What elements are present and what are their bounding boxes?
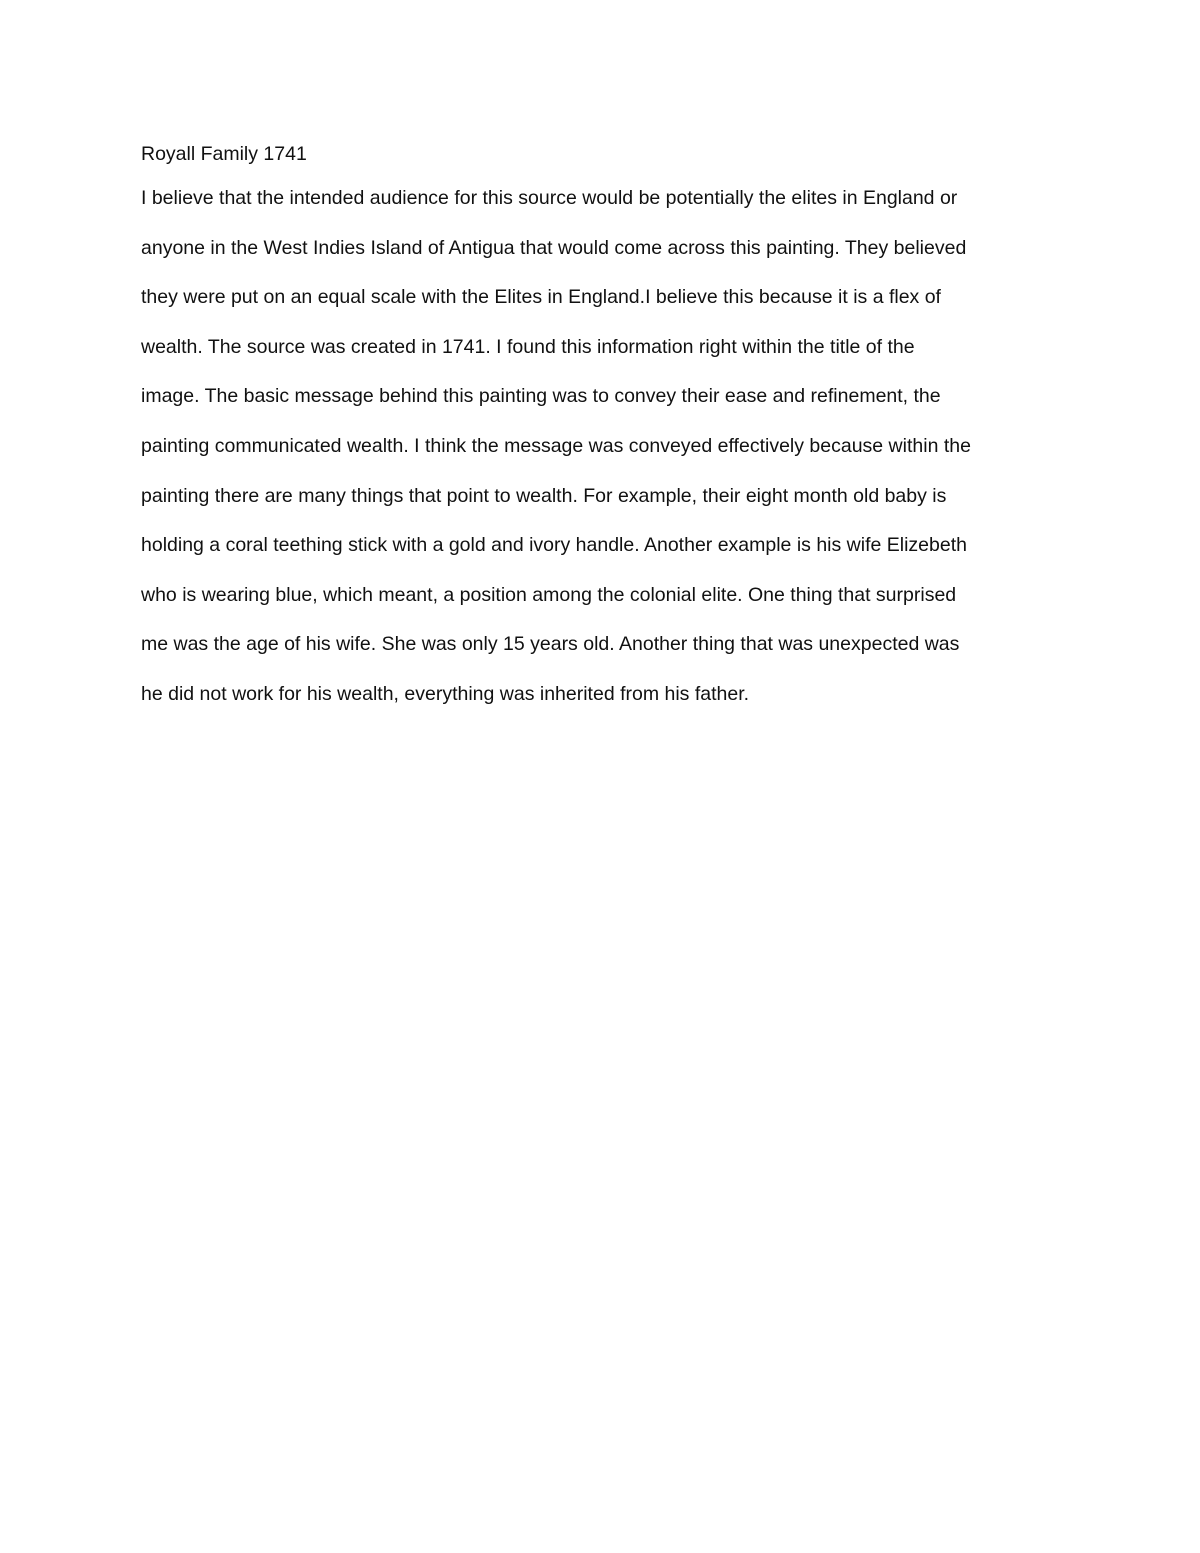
body-line: wealth. The source was created in 1741. I found this information right within the title of the: [141, 335, 915, 358]
body-line: who is wearing blue, which meant, a position among the colonial elite. One thing that surprised: [141, 583, 957, 606]
document-content: [141, 136, 1071, 720]
body-line: me was the age of his wife. She was only 15 years old. Another thing that was unexpected was: [141, 633, 960, 656]
body-line: painting communicated wealth. I think the message was conveyed effectively because within the: [141, 434, 971, 457]
body-line: holding a coral teething stick with a gold and ivory handle. Another example is his wife Elizebeth: [141, 534, 967, 557]
body-line: he did not work for his wealth, everything was inherited from his father.: [141, 682, 750, 705]
document-title: Royall Family 1741: [141, 143, 307, 165]
body-line: painting there are many things that point to wealth. For example, their eight month old baby is: [141, 484, 947, 507]
document-body: [141, 174, 1071, 720]
body-line: image. The basic message behind this painting was to convey their ease and refinement, the: [141, 385, 941, 408]
body-line: I believe that the intended audience for this source would be potentially the elites in England or: [141, 187, 958, 209]
body-line: they were put on an equal scale with the Elites in England.I believe this because it is a flex of: [141, 286, 941, 309]
body-line: anyone in the West Indies Island of Antigua that would come across this painting. They believed: [141, 236, 967, 259]
